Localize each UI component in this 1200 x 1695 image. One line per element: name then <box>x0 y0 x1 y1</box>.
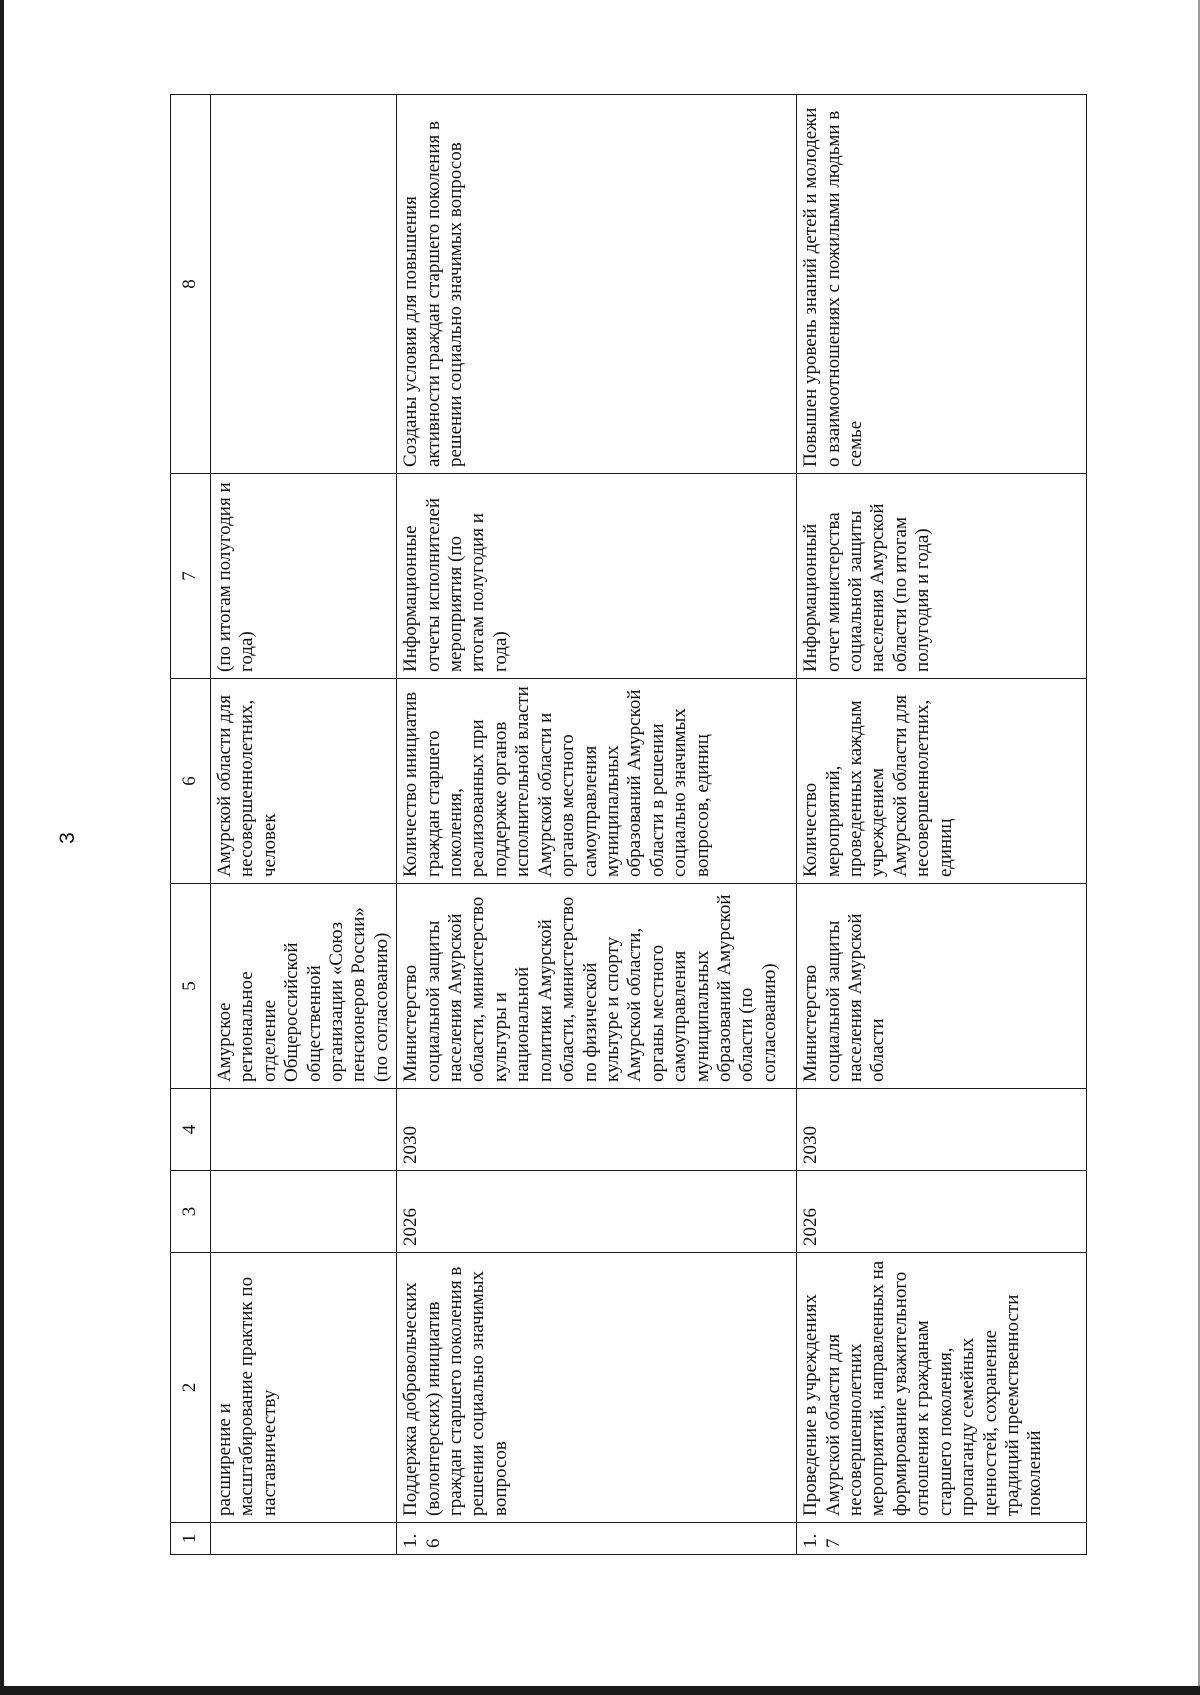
measure-name-cell: Проведение в учреждениях Амурской области для несовершеннолетних мероприятий, направленных на формирование уважительного отношения к гражданам старшего поколения, пропаганду семейных ценностей, сохранение традиций преемственности поколений <box>797 1253 1087 1523</box>
start-year-cell: 2026 <box>397 1171 797 1253</box>
scan-edge-bottom <box>0 1686 1200 1695</box>
header-col-3: 3 <box>171 1171 211 1253</box>
start-year-cell: 2026 <box>797 1171 1087 1253</box>
indicator-cell: Количество инициатив граждан старшего поколения, реализованных при поддержке органов исполнительной власти Амурской области и органов местного самоуправления муниципальных образований Амурской области в решении социально значимых вопросов, единиц <box>397 679 797 884</box>
row-number-cell <box>211 1523 397 1555</box>
table-row <box>797 95 1087 1555</box>
measure-name-cell: Поддержка добровольческих (волонтерских) инициатив граждан старшего поколения в решении социально значимых вопросов <box>397 1253 797 1523</box>
page-number: 3 <box>56 832 79 844</box>
table-header-row <box>171 95 211 1555</box>
executor-cell: Амурское региональное отделение Общероссийской общественной организации «Союз пенсионеров России» (по согласованию) <box>211 884 397 1089</box>
measure-name-cell: расширение и масштабирование практик по наставничеству <box>211 1253 397 1523</box>
indicator-cell: Амурской области для несовершеннолетних, человек <box>211 679 397 884</box>
result-cell <box>211 95 397 474</box>
table-row <box>397 95 797 1555</box>
row-number-cell: 1.6 <box>397 1523 797 1555</box>
end-year-cell: 2030 <box>797 1089 1087 1171</box>
scan-edge-left <box>0 0 4 1695</box>
measures-table <box>170 94 1087 1555</box>
header-col-4: 4 <box>171 1089 211 1171</box>
table-row <box>211 95 397 1555</box>
result-cell: Повышен уровень знаний детей и молодежи о взаимоотношениях с пожилыми людьми в семье <box>797 95 1087 474</box>
reporting-cell: (по итогам полугодия и года) <box>211 474 397 679</box>
end-year-cell: 2030 <box>397 1089 797 1171</box>
executor-cell: Министерство социальной защиты населения Амурской области <box>797 884 1087 1089</box>
header-col-6: 6 <box>171 679 211 884</box>
executor-cell: Министерство социальной защиты населения Амурской области, министерство культуры и национальной политики Амурской области, министерство по физической культуре и спорту Амурской области, органы местного самоуправления муниципальных образований Амурской области (по согласованию) <box>397 884 797 1089</box>
end-year-cell <box>211 1089 397 1171</box>
header-col-2: 2 <box>171 1253 211 1523</box>
header-col-5: 5 <box>171 884 211 1089</box>
indicator-cell: Количество мероприятий, проведенных каждым учреждением Амурской области для несовершеннолетних, единиц <box>797 679 1087 884</box>
start-year-cell <box>211 1171 397 1253</box>
reporting-cell: Информационный отчет министерства социальной защиты населения Амурской области (по итогам полугодия и года) <box>797 474 1087 679</box>
header-col-8: 8 <box>171 95 211 474</box>
row-number-cell: 1.7 <box>797 1523 1087 1555</box>
header-col-7: 7 <box>171 474 211 679</box>
result-cell: Созданы условия для повышения активности граждан старшего поколения в решении социально значимых вопросов <box>397 95 797 474</box>
header-col-1: 1 <box>171 1523 211 1555</box>
rotated-table-container <box>170 95 1070 1555</box>
reporting-cell: Информационные отчеты исполнителей мероприятия (по итогам полугодия и года) <box>397 474 797 679</box>
